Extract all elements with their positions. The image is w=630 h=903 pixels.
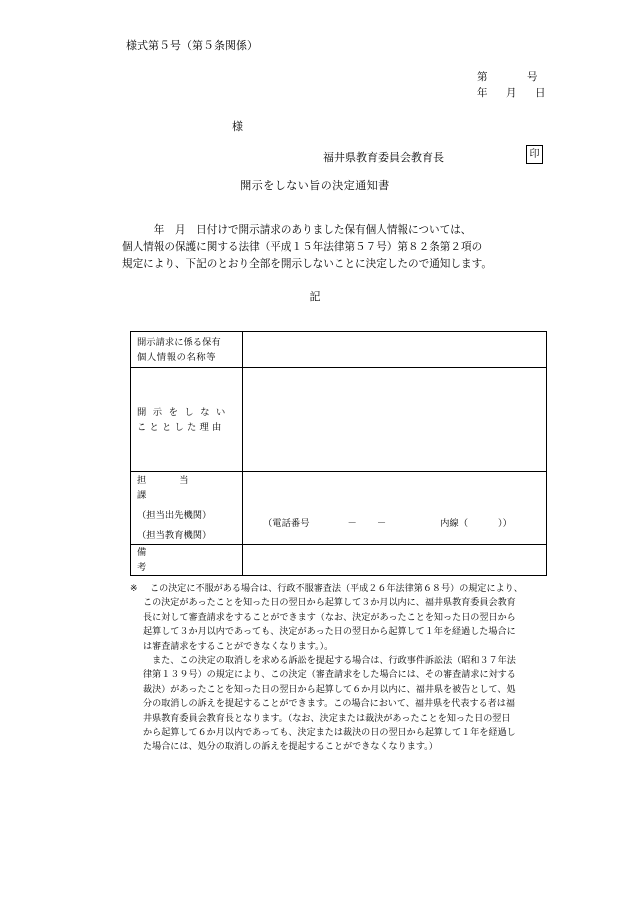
extension-label: 内線（ [440, 518, 469, 529]
label-line: （担当出先機関） [137, 510, 212, 521]
note-line: 裁決）があったことを知った日の翌日から起算して６か月以内に、福井県を被告として、処 [143, 684, 516, 695]
note-line: この決定に不服がある場合は、行政不服審査法（平成２６年法律第６８号）の規定により、 [150, 584, 523, 594]
label-reason [131, 368, 243, 472]
note-line: 起算して３か月以内であっても、決定があった日の翌日から起算して１年を経過した場合に [143, 627, 516, 638]
phone-label: （電話番号 [263, 518, 310, 529]
number-dai: 第 [477, 71, 488, 83]
note-line: 長に対して審査請求をすることができます（なお、決定があったことを知った日の翌日から [143, 612, 516, 623]
note-body [130, 596, 548, 754]
note-line: また、この決定の取消しを求める訴訟を提起する場合は、行政事件訴訟法（昭和３７年法 [143, 656, 516, 667]
phone-dash: － [376, 518, 387, 529]
body-line: 年 月 日付けで開示請求のありました保有個人情報については、 [122, 224, 472, 236]
extension-close: ）） [498, 518, 512, 529]
issue-date: 年 月 日 [477, 87, 550, 99]
document-title: 開示をしない旨の決定通知書 [240, 179, 390, 192]
number-go: 号 [527, 71, 538, 83]
value-remarks [243, 545, 547, 576]
seal-stamp: 印 [526, 145, 543, 164]
form-number: 様式第５号（第５条関係） [126, 39, 258, 52]
label-remarks [131, 545, 243, 576]
label-department [131, 472, 243, 545]
body-line: 個人情報の保護に関する法律（平成１５年法律第５７号）第８２条第２項の [122, 241, 483, 253]
label-line: 開示をしない [137, 406, 232, 418]
label-line: こととした理由 [137, 421, 225, 433]
table-row [131, 332, 547, 368]
phone-line [243, 515, 546, 529]
body-text [122, 222, 552, 273]
addressee-sama: 様 [232, 120, 243, 133]
table-row [131, 368, 547, 472]
notes-section [130, 582, 548, 755]
document-number-label [477, 69, 488, 84]
note-para-1 [130, 582, 548, 596]
note-line: から起算して６か月以内であっても、決定または裁決の日の翌日から起算して１年を経過し [143, 728, 516, 739]
details-table [130, 331, 547, 576]
label-line: 担当課 [137, 475, 222, 501]
phone-dash: － [347, 518, 357, 529]
ki-heading: 記 [309, 290, 321, 303]
value-department [243, 472, 547, 545]
note-mark: ※ [130, 584, 138, 594]
note-line: は審査請求をすることができなくなります。）。 [143, 641, 334, 652]
note-line: た場合には、処分の取消しの訴えを提起することができなくなります。） [143, 742, 438, 753]
label-line: 開示請求に係る保有 [137, 336, 221, 348]
issuer-name: 福井県教育委員会教育長 [323, 151, 444, 164]
value-reason [243, 368, 547, 472]
label-line: 個人情報の名称等 [137, 351, 217, 363]
label-line: （担当教育機関） [137, 530, 212, 541]
note-line: 井県教育委員会教育長となります。（なお、決定または裁決があったことを知った日の翌日 [143, 713, 511, 724]
note-line: この決定があったことを知った日の翌日から起算して３か月以内に、福井県教育委員会教育 [143, 598, 516, 609]
table-row [131, 472, 547, 545]
table-row [131, 545, 547, 576]
note-line: 分の取消しの訴えを提起することができます。この場合において、福井県を代表する者は福 [143, 699, 515, 710]
label-requested-info [131, 332, 243, 368]
label-line: 備考 [137, 547, 225, 573]
note-line: 律第１３９号）の規定により、この決定（審査請求をした場合には、その審査請求に対する [143, 670, 516, 681]
value-requested-info [243, 332, 547, 368]
body-line: 規定により、下記のとおり全部を開示しないことに決定したので通知します。 [122, 258, 492, 270]
